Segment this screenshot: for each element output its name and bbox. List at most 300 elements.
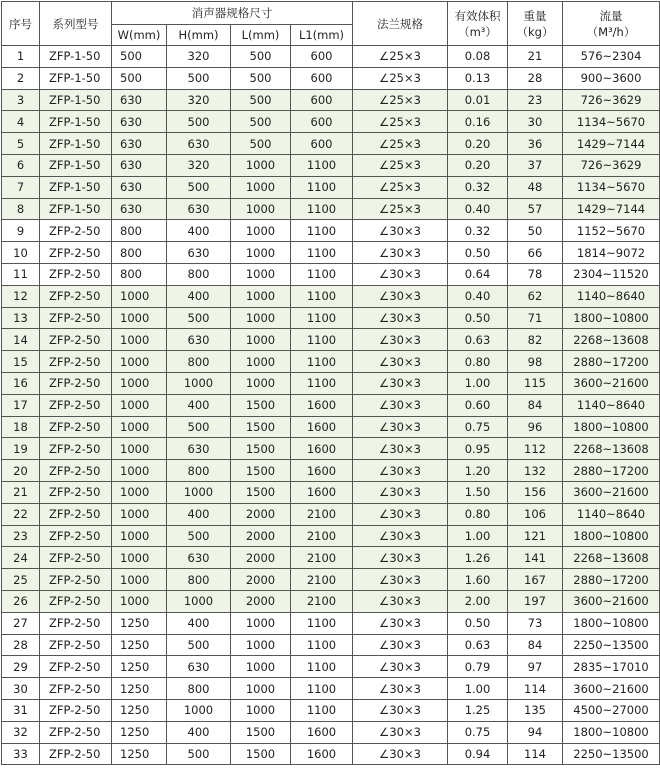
row-volume: 2.00 bbox=[448, 590, 508, 612]
row-index: 21 bbox=[2, 481, 40, 503]
row-width: 800 bbox=[112, 263, 167, 285]
row-width: 1000 bbox=[112, 329, 167, 351]
row-volume: 0.94 bbox=[448, 743, 508, 765]
row-length: 2000 bbox=[231, 547, 291, 569]
row-flow: 1800~10800 bbox=[563, 525, 660, 547]
row-flow: 1800~10800 bbox=[563, 307, 660, 329]
row-flange: ∠25×3 bbox=[353, 67, 448, 89]
row-flow: 1140~8640 bbox=[563, 394, 660, 416]
row-flange: ∠30×3 bbox=[353, 634, 448, 656]
row-flange: ∠25×3 bbox=[353, 111, 448, 133]
row-height: 800 bbox=[167, 460, 231, 482]
row-height: 500 bbox=[167, 111, 231, 133]
row-height: 630 bbox=[167, 438, 231, 460]
row-weight: 135 bbox=[508, 699, 563, 721]
row-volume: 0.50 bbox=[448, 612, 508, 634]
row-width: 1000 bbox=[112, 416, 167, 438]
row-flange: ∠30×3 bbox=[353, 329, 448, 351]
row-weight: 141 bbox=[508, 547, 563, 569]
header-flow-unit: （M³/h） bbox=[586, 24, 636, 39]
row-model: ZFP-2-50 bbox=[40, 634, 112, 656]
row-length: 1000 bbox=[231, 220, 291, 242]
table-row bbox=[2, 438, 660, 460]
row-index: 17 bbox=[2, 394, 40, 416]
row-volume: 0.32 bbox=[448, 176, 508, 198]
row-length: 1000 bbox=[231, 656, 291, 678]
row-length1: 1100 bbox=[291, 263, 353, 285]
row-model: ZFP-2-50 bbox=[40, 460, 112, 482]
row-length1: 1100 bbox=[291, 329, 353, 351]
row-weight: 97 bbox=[508, 656, 563, 678]
row-weight: 62 bbox=[508, 285, 563, 307]
row-length: 1000 bbox=[231, 198, 291, 220]
row-model: ZFP-2-50 bbox=[40, 263, 112, 285]
row-height: 630 bbox=[167, 656, 231, 678]
row-flange: ∠30×3 bbox=[353, 503, 448, 525]
row-weight: 167 bbox=[508, 569, 563, 591]
row-length1: 2100 bbox=[291, 547, 353, 569]
table-body bbox=[2, 46, 660, 765]
row-flange: ∠30×3 bbox=[353, 699, 448, 721]
header-index: 序号 bbox=[2, 2, 40, 46]
row-weight: 112 bbox=[508, 438, 563, 460]
row-volume: 0.80 bbox=[448, 503, 508, 525]
row-volume: 0.63 bbox=[448, 634, 508, 656]
row-model: ZFP-2-50 bbox=[40, 699, 112, 721]
row-flow: 1800~10800 bbox=[563, 416, 660, 438]
row-length: 1000 bbox=[231, 242, 291, 264]
row-volume: 1.20 bbox=[448, 460, 508, 482]
row-volume: 0.20 bbox=[448, 133, 508, 155]
row-length1: 1600 bbox=[291, 416, 353, 438]
row-length: 2000 bbox=[231, 590, 291, 612]
row-index: 32 bbox=[2, 721, 40, 743]
row-width: 1250 bbox=[112, 612, 167, 634]
row-width: 1250 bbox=[112, 656, 167, 678]
row-weight: 23 bbox=[508, 89, 563, 111]
row-model: ZFP-2-50 bbox=[40, 242, 112, 264]
header-width: W(mm) bbox=[112, 25, 167, 46]
row-length: 1500 bbox=[231, 721, 291, 743]
row-weight: 28 bbox=[508, 67, 563, 89]
header-model: 系列型号 bbox=[40, 2, 112, 46]
row-height: 400 bbox=[167, 285, 231, 307]
row-index: 29 bbox=[2, 656, 40, 678]
row-length1: 1600 bbox=[291, 743, 353, 765]
row-volume: 0.13 bbox=[448, 67, 508, 89]
row-flange: ∠25×3 bbox=[353, 154, 448, 176]
row-weight: 114 bbox=[508, 743, 563, 765]
row-length1: 1100 bbox=[291, 242, 353, 264]
row-model: ZFP-2-50 bbox=[40, 438, 112, 460]
row-length1: 2100 bbox=[291, 590, 353, 612]
row-volume: 1.00 bbox=[448, 372, 508, 394]
row-index: 26 bbox=[2, 590, 40, 612]
row-flange: ∠30×3 bbox=[353, 525, 448, 547]
row-length1: 1100 bbox=[291, 220, 353, 242]
row-flow: 2880~17200 bbox=[563, 569, 660, 591]
row-height: 320 bbox=[167, 154, 231, 176]
row-model: ZFP-1-50 bbox=[40, 176, 112, 198]
row-weight: 132 bbox=[508, 460, 563, 482]
row-length1: 1100 bbox=[291, 154, 353, 176]
header-dimensions-group: 消声器规格尺寸 bbox=[112, 2, 353, 25]
row-flange: ∠25×3 bbox=[353, 176, 448, 198]
row-weight: 156 bbox=[508, 481, 563, 503]
row-width: 630 bbox=[112, 176, 167, 198]
row-width: 1250 bbox=[112, 743, 167, 765]
row-flow: 900~3600 bbox=[563, 67, 660, 89]
row-flow: 2268~13608 bbox=[563, 329, 660, 351]
header-flow bbox=[563, 2, 660, 46]
row-weight: 114 bbox=[508, 678, 563, 700]
table-row bbox=[2, 67, 660, 89]
row-length: 1000 bbox=[231, 678, 291, 700]
row-volume: 0.79 bbox=[448, 656, 508, 678]
table-row bbox=[2, 372, 660, 394]
row-length: 1000 bbox=[231, 263, 291, 285]
row-flow: 2880~17200 bbox=[563, 460, 660, 482]
row-volume: 0.40 bbox=[448, 285, 508, 307]
row-length: 500 bbox=[231, 133, 291, 155]
row-width: 630 bbox=[112, 89, 167, 111]
table-row bbox=[2, 503, 660, 525]
row-volume: 0.08 bbox=[448, 46, 508, 68]
header-volume bbox=[448, 2, 508, 46]
row-model: ZFP-2-50 bbox=[40, 351, 112, 373]
row-height: 630 bbox=[167, 198, 231, 220]
row-flange: ∠30×3 bbox=[353, 372, 448, 394]
row-weight: 30 bbox=[508, 111, 563, 133]
row-length: 2000 bbox=[231, 503, 291, 525]
row-flange: ∠30×3 bbox=[353, 678, 448, 700]
row-length: 1000 bbox=[231, 176, 291, 198]
row-flange: ∠30×3 bbox=[353, 242, 448, 264]
row-flange: ∠30×3 bbox=[353, 547, 448, 569]
row-flange: ∠30×3 bbox=[353, 307, 448, 329]
row-index: 20 bbox=[2, 460, 40, 482]
row-height: 500 bbox=[167, 176, 231, 198]
row-model: ZFP-2-50 bbox=[40, 220, 112, 242]
row-height: 1000 bbox=[167, 372, 231, 394]
row-length: 1000 bbox=[231, 634, 291, 656]
row-height: 800 bbox=[167, 263, 231, 285]
row-weight: 21 bbox=[508, 46, 563, 68]
table-row bbox=[2, 590, 660, 612]
row-height: 630 bbox=[167, 547, 231, 569]
row-width: 1000 bbox=[112, 307, 167, 329]
row-flow: 1814~9072 bbox=[563, 242, 660, 264]
row-width: 500 bbox=[112, 67, 167, 89]
row-width: 1000 bbox=[112, 503, 167, 525]
row-height: 800 bbox=[167, 678, 231, 700]
table-row bbox=[2, 547, 660, 569]
row-volume: 1.60 bbox=[448, 569, 508, 591]
row-weight: 82 bbox=[508, 329, 563, 351]
row-flow: 2268~13608 bbox=[563, 547, 660, 569]
row-model: ZFP-2-50 bbox=[40, 743, 112, 765]
row-length1: 1100 bbox=[291, 198, 353, 220]
table-row bbox=[2, 699, 660, 721]
row-flange: ∠25×3 bbox=[353, 89, 448, 111]
row-volume: 1.50 bbox=[448, 481, 508, 503]
row-model: ZFP-2-50 bbox=[40, 481, 112, 503]
row-index: 10 bbox=[2, 242, 40, 264]
row-model: ZFP-1-50 bbox=[40, 198, 112, 220]
table-row bbox=[2, 111, 660, 133]
row-length: 1000 bbox=[231, 351, 291, 373]
row-length1: 1100 bbox=[291, 307, 353, 329]
row-height: 500 bbox=[167, 67, 231, 89]
row-index: 15 bbox=[2, 351, 40, 373]
row-index: 23 bbox=[2, 525, 40, 547]
row-volume: 1.00 bbox=[448, 678, 508, 700]
row-flow: 1800~10800 bbox=[563, 612, 660, 634]
row-model: ZFP-2-50 bbox=[40, 372, 112, 394]
row-index: 25 bbox=[2, 569, 40, 591]
row-width: 1000 bbox=[112, 481, 167, 503]
row-index: 6 bbox=[2, 154, 40, 176]
row-volume: 0.20 bbox=[448, 154, 508, 176]
row-flow: 2835~17010 bbox=[563, 656, 660, 678]
row-weight: 37 bbox=[508, 154, 563, 176]
row-index: 19 bbox=[2, 438, 40, 460]
row-length1: 2100 bbox=[291, 569, 353, 591]
row-length1: 1600 bbox=[291, 394, 353, 416]
row-volume: 1.25 bbox=[448, 699, 508, 721]
row-flow: 1140~8640 bbox=[563, 285, 660, 307]
row-weight: 121 bbox=[508, 525, 563, 547]
row-length: 2000 bbox=[231, 569, 291, 591]
table-row bbox=[2, 394, 660, 416]
row-width: 1000 bbox=[112, 547, 167, 569]
row-length1: 1600 bbox=[291, 481, 353, 503]
row-flow: 576~2304 bbox=[563, 46, 660, 68]
row-flow: 726~3629 bbox=[563, 89, 660, 111]
table-row bbox=[2, 329, 660, 351]
row-index: 4 bbox=[2, 111, 40, 133]
row-flange: ∠30×3 bbox=[353, 394, 448, 416]
row-length: 1000 bbox=[231, 329, 291, 351]
row-model: ZFP-2-50 bbox=[40, 569, 112, 591]
row-length1: 1100 bbox=[291, 656, 353, 678]
row-model: ZFP-2-50 bbox=[40, 678, 112, 700]
table-row bbox=[2, 416, 660, 438]
table-row bbox=[2, 678, 660, 700]
row-index: 14 bbox=[2, 329, 40, 351]
header-length1: L1(mm) bbox=[291, 25, 353, 46]
header-volume-label: 有效体积 bbox=[454, 8, 501, 23]
row-flow: 3600~21600 bbox=[563, 590, 660, 612]
row-model: ZFP-2-50 bbox=[40, 547, 112, 569]
row-length1: 2100 bbox=[291, 525, 353, 547]
row-flange: ∠30×3 bbox=[353, 351, 448, 373]
row-weight: 94 bbox=[508, 721, 563, 743]
table-row bbox=[2, 176, 660, 198]
row-height: 800 bbox=[167, 351, 231, 373]
row-flow: 726~3629 bbox=[563, 154, 660, 176]
row-height: 400 bbox=[167, 394, 231, 416]
row-weight: 36 bbox=[508, 133, 563, 155]
row-width: 1250 bbox=[112, 699, 167, 721]
row-index: 18 bbox=[2, 416, 40, 438]
table-row bbox=[2, 198, 660, 220]
row-flange: ∠30×3 bbox=[353, 569, 448, 591]
row-volume: 0.50 bbox=[448, 307, 508, 329]
row-index: 16 bbox=[2, 372, 40, 394]
row-index: 24 bbox=[2, 547, 40, 569]
row-model: ZFP-2-50 bbox=[40, 525, 112, 547]
table-row bbox=[2, 743, 660, 765]
row-length: 1500 bbox=[231, 481, 291, 503]
row-flow: 2304~11520 bbox=[563, 263, 660, 285]
row-flow: 2880~17200 bbox=[563, 351, 660, 373]
row-height: 800 bbox=[167, 569, 231, 591]
row-volume: 0.16 bbox=[448, 111, 508, 133]
table-row bbox=[2, 721, 660, 743]
row-width: 630 bbox=[112, 111, 167, 133]
row-weight: 197 bbox=[508, 590, 563, 612]
row-index: 11 bbox=[2, 263, 40, 285]
row-length1: 1600 bbox=[291, 721, 353, 743]
row-volume: 0.50 bbox=[448, 242, 508, 264]
row-weight: 84 bbox=[508, 394, 563, 416]
row-length1: 1100 bbox=[291, 351, 353, 373]
row-flange: ∠30×3 bbox=[353, 220, 448, 242]
row-flow: 3600~21600 bbox=[563, 481, 660, 503]
row-width: 630 bbox=[112, 133, 167, 155]
row-length: 500 bbox=[231, 67, 291, 89]
row-index: 30 bbox=[2, 678, 40, 700]
row-index: 7 bbox=[2, 176, 40, 198]
row-length: 500 bbox=[231, 111, 291, 133]
row-model: ZFP-2-50 bbox=[40, 329, 112, 351]
table-row bbox=[2, 525, 660, 547]
row-index: 9 bbox=[2, 220, 40, 242]
row-flange: ∠25×3 bbox=[353, 46, 448, 68]
row-length1: 1100 bbox=[291, 285, 353, 307]
row-model: ZFP-1-50 bbox=[40, 133, 112, 155]
row-flow: 4500~27000 bbox=[563, 699, 660, 721]
table-row bbox=[2, 89, 660, 111]
header-weight bbox=[508, 2, 563, 46]
row-volume: 1.26 bbox=[448, 547, 508, 569]
row-volume: 0.32 bbox=[448, 220, 508, 242]
row-index: 33 bbox=[2, 743, 40, 765]
row-model: ZFP-2-50 bbox=[40, 285, 112, 307]
row-index: 1 bbox=[2, 46, 40, 68]
row-flange: ∠30×3 bbox=[353, 285, 448, 307]
row-flow: 1134~5670 bbox=[563, 111, 660, 133]
row-flange: ∠30×3 bbox=[353, 460, 448, 482]
row-height: 630 bbox=[167, 329, 231, 351]
row-weight: 57 bbox=[508, 198, 563, 220]
table-row bbox=[2, 154, 660, 176]
row-height: 630 bbox=[167, 242, 231, 264]
row-model: ZFP-1-50 bbox=[40, 89, 112, 111]
row-height: 500 bbox=[167, 743, 231, 765]
row-length: 500 bbox=[231, 89, 291, 111]
header-weight-unit: （kg） bbox=[516, 24, 554, 39]
row-weight: 71 bbox=[508, 307, 563, 329]
table-row bbox=[2, 634, 660, 656]
row-length1: 1600 bbox=[291, 438, 353, 460]
row-flange: ∠30×3 bbox=[353, 438, 448, 460]
table-row bbox=[2, 133, 660, 155]
row-width: 1000 bbox=[112, 438, 167, 460]
table-row bbox=[2, 569, 660, 591]
row-index: 27 bbox=[2, 612, 40, 634]
row-index: 5 bbox=[2, 133, 40, 155]
row-model: ZFP-2-50 bbox=[40, 721, 112, 743]
row-length: 1000 bbox=[231, 612, 291, 634]
row-flow: 1429~7144 bbox=[563, 198, 660, 220]
row-weight: 115 bbox=[508, 372, 563, 394]
row-index: 28 bbox=[2, 634, 40, 656]
table-row bbox=[2, 307, 660, 329]
row-index: 12 bbox=[2, 285, 40, 307]
row-length1: 1600 bbox=[291, 460, 353, 482]
row-length1: 2100 bbox=[291, 503, 353, 525]
row-width: 800 bbox=[112, 220, 167, 242]
row-weight: 84 bbox=[508, 634, 563, 656]
silencer-spec-table bbox=[1, 1, 660, 765]
row-volume: 0.80 bbox=[448, 351, 508, 373]
row-model: ZFP-1-50 bbox=[40, 67, 112, 89]
row-weight: 106 bbox=[508, 503, 563, 525]
table-row bbox=[2, 242, 660, 264]
row-flange: ∠25×3 bbox=[353, 133, 448, 155]
row-length1: 600 bbox=[291, 133, 353, 155]
row-height: 320 bbox=[167, 89, 231, 111]
row-volume: 1.00 bbox=[448, 525, 508, 547]
row-height: 400 bbox=[167, 612, 231, 634]
row-width: 1250 bbox=[112, 634, 167, 656]
row-model: ZFP-2-50 bbox=[40, 307, 112, 329]
row-length1: 600 bbox=[291, 111, 353, 133]
row-length1: 600 bbox=[291, 89, 353, 111]
table-row bbox=[2, 46, 660, 68]
row-weight: 78 bbox=[508, 263, 563, 285]
row-flow: 3600~21600 bbox=[563, 678, 660, 700]
row-flange: ∠30×3 bbox=[353, 612, 448, 634]
row-width: 500 bbox=[112, 46, 167, 68]
row-volume: 0.63 bbox=[448, 329, 508, 351]
row-length1: 1100 bbox=[291, 612, 353, 634]
row-index: 2 bbox=[2, 67, 40, 89]
row-height: 400 bbox=[167, 220, 231, 242]
row-flange: ∠25×3 bbox=[353, 198, 448, 220]
row-model: ZFP-1-50 bbox=[40, 46, 112, 68]
row-flange: ∠30×3 bbox=[353, 481, 448, 503]
row-height: 1000 bbox=[167, 590, 231, 612]
table-row bbox=[2, 656, 660, 678]
row-flow: 1429~7144 bbox=[563, 133, 660, 155]
row-height: 500 bbox=[167, 634, 231, 656]
row-model: ZFP-1-50 bbox=[40, 154, 112, 176]
row-length: 2000 bbox=[231, 525, 291, 547]
row-length: 1000 bbox=[231, 307, 291, 329]
row-length: 1000 bbox=[231, 372, 291, 394]
row-model: ZFP-2-50 bbox=[40, 416, 112, 438]
table-row bbox=[2, 351, 660, 373]
row-length: 1500 bbox=[231, 416, 291, 438]
header-volume-unit: （m³） bbox=[458, 24, 497, 39]
row-flange: ∠30×3 bbox=[353, 416, 448, 438]
row-weight: 96 bbox=[508, 416, 563, 438]
row-weight: 48 bbox=[508, 176, 563, 198]
row-width: 1000 bbox=[112, 590, 167, 612]
